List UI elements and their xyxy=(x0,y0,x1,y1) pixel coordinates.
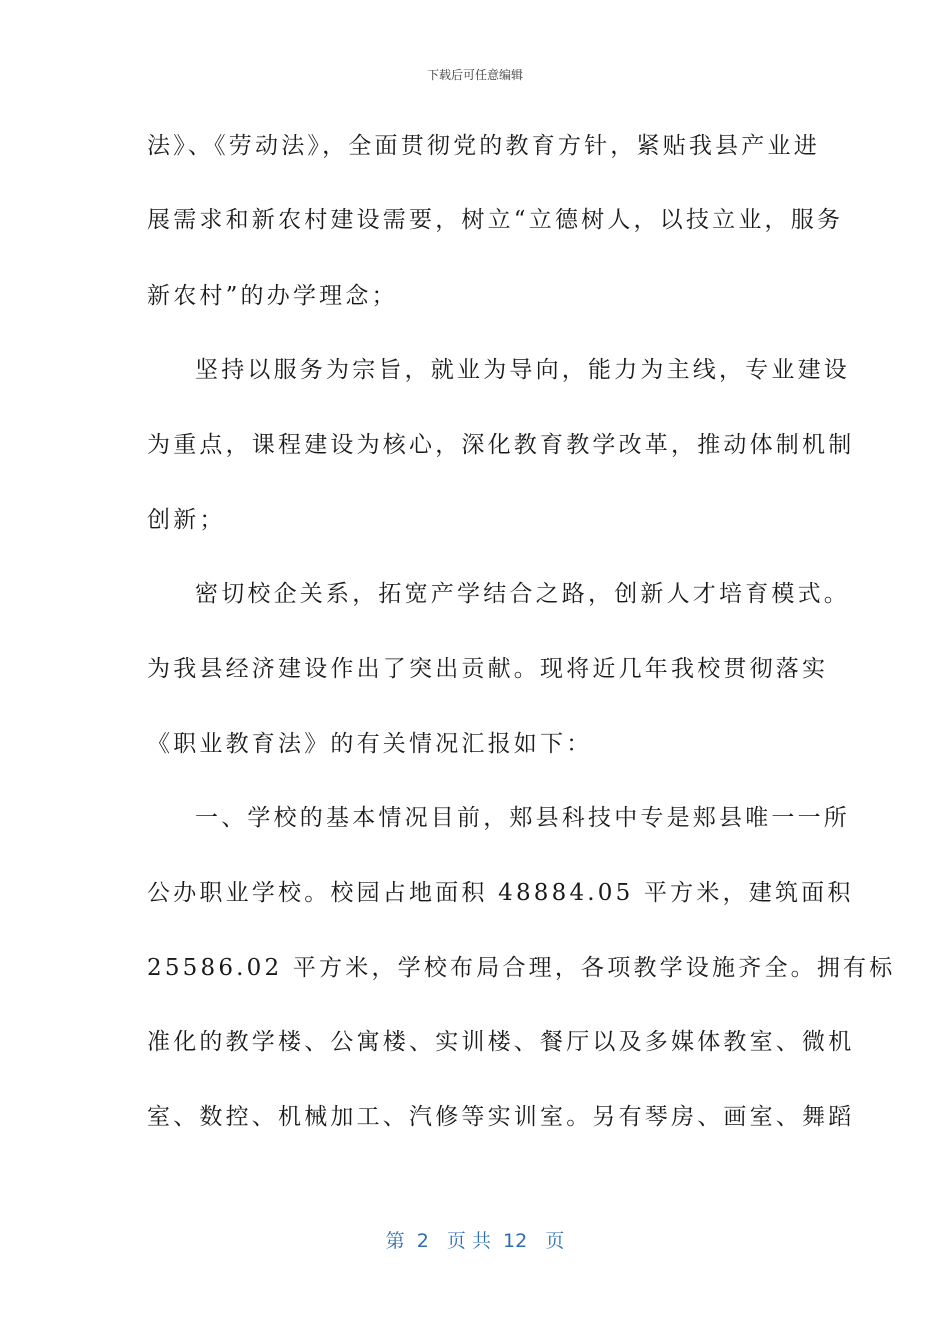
page-header-note: 下载后可任意编辑 xyxy=(426,68,523,82)
text-line: 创新； xyxy=(147,507,226,533)
text-line: 坚持以服务为宗旨，就业为导向，能力为主线，专业建设 xyxy=(195,357,850,383)
text-line: 25586.02 平方米，学校布局合理，各项教学设施齐全。拥有标 xyxy=(147,955,896,981)
text-line: 密切校企关系，拓宽产学结合之路，创新人才培育模式。 xyxy=(195,581,850,607)
text-line: 一、学校的基本情况目前，郏县科技中专是郏县唯一一所 xyxy=(195,805,850,831)
text-line: 为我县经济建设作出了突出贡献。现将近几年我校贯彻落实 xyxy=(147,656,829,682)
page-number-footer: 第 2 页 共 12 页 xyxy=(385,1230,565,1252)
text-line: 准化的教学楼、公寓楼、实训楼、餐厅以及多媒体教室、微机 xyxy=(147,1029,855,1055)
text-line: 为重点，课程建设为核心，深化教育教学改革，推动体制机制 xyxy=(147,432,855,458)
text-line: 《职业教育法》的有关情况汇报如下： xyxy=(147,731,593,757)
text-line: 新农村”的办学理念； xyxy=(147,283,398,309)
text-line: 法》、《劳动法》，全面贯彻党的教育方针，紧贴我县产业进 xyxy=(147,133,820,159)
text-line: 展需求和新农村建设需要，树立“立德树人，以技立业，服务 xyxy=(147,207,844,233)
text-line: 室、数控、机械加工、汽修等实训室。另有琴房、画室、舞蹈 xyxy=(147,1104,855,1130)
text-line: 公办职业学校。校园占地面积 48884.05 平方米，建筑面积 xyxy=(147,880,854,906)
